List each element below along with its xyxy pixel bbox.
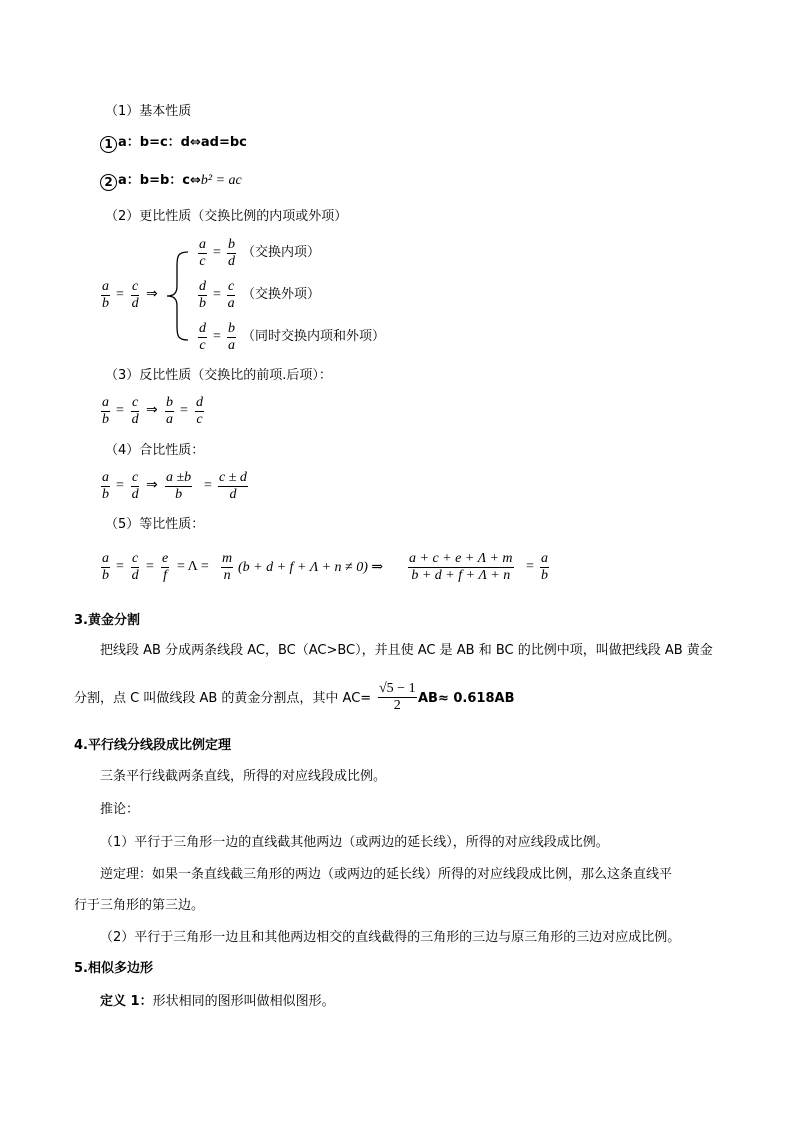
- combine-heading: （4）合比性质：: [105, 443, 205, 458]
- case3-eq: =: [213, 329, 221, 344]
- section-4-title: 4.平行线分线段成比例定理: [74, 738, 231, 753]
- parallel-para-2: 推论：: [100, 802, 140, 817]
- case1-eq: =: [213, 245, 221, 260]
- equal-ratio-frac-m-n: $\frac{m}{n}$: [222, 551, 233, 583]
- parallel-para-4b: 行于三角形的第三边。: [74, 898, 205, 913]
- similar-definition-1: [100, 993, 335, 1011]
- alternate-lhs-frac-1: $\frac{a}{b}$: [102, 279, 109, 311]
- combine-frac-2: $\frac{c}{d}$: [131, 470, 139, 502]
- circled-number-2: 2: [100, 174, 117, 191]
- golden-ratio-numerator: √5 − 1: [379, 681, 416, 696]
- combine-frac-4: $\frac{c \pm d}{d}$: [219, 470, 247, 502]
- parallel-para-5: （2）平行于三角形一边且和其他两边相交的直线截得的三角形的三边与原三角形的三边对应成比例。: [100, 930, 681, 945]
- case3-note: （同时交换内项和外项）: [242, 329, 386, 344]
- equal-ratio-eq-3: =: [526, 559, 534, 574]
- inverse-frac-2: $\frac{c}{d}$: [131, 395, 139, 427]
- case2-note: （交换外项）: [242, 287, 321, 302]
- equal-ratio-frac-e-f: $\frac{e}{f}$: [162, 551, 169, 583]
- alternate-lhs-frac-2: $\frac{c}{d}$: [131, 279, 139, 311]
- parallel-para-3: （1）平行于三角形一边的直线截其他两边（或两边的延长线），所得的对应线段成比例。: [100, 835, 609, 850]
- similar-definition-label: 定义 1：: [100, 994, 153, 1009]
- basic-item-2: [100, 172, 242, 191]
- equal-ratio-eq-2: =: [146, 559, 154, 574]
- section-5-title: 5.相似多边形: [74, 961, 153, 976]
- basic-heading: （1）基本性质: [105, 104, 192, 119]
- basic-item-2-text: a：b=b：c⇔: [118, 173, 201, 188]
- basic-item-1-text: a：b=c：d⇔ad=bc: [118, 135, 247, 150]
- combine-frac-1: $\frac{a}{b}$: [102, 470, 109, 502]
- alternate-lhs-arrow: ⇒: [146, 286, 158, 302]
- left-brace: [164, 250, 192, 342]
- circled-number-1: 1: [100, 136, 117, 153]
- combine-arrow: ⇒: [146, 477, 158, 493]
- equal-ratio-heading: （5）等比性质：: [105, 517, 205, 532]
- case1-frac-1: $\frac{a}{c}$: [199, 237, 206, 269]
- section-3-title: 3.黄金分割: [74, 613, 140, 628]
- basic-item-2-math: b² = ac: [200, 173, 242, 188]
- case3-frac-1: $\frac{d}{c}$: [199, 321, 206, 353]
- inverse-heading: （3）反比性质（交换比的前项.后项）：: [105, 368, 332, 383]
- equal-ratio-condition: (b + d + f + Λ + n ≠ 0) ⇒: [238, 560, 384, 575]
- equal-ratio-big-frac: $\frac{a + c + e + \Lambda + m}{b + d + f + \Lambda + n}$: [409, 551, 513, 583]
- parallel-para-4a: 逆定理：如果一条直线截三角形的两边（或两边的延长线）所得的对应线段成比例，那么这条直线平: [100, 867, 673, 882]
- case2-eq: =: [213, 287, 221, 302]
- case1-note: （交换内项）: [242, 245, 321, 260]
- equal-ratio-frac-result: $\frac{a}{b}$: [541, 551, 548, 583]
- alternate-heading: （2）更比性质（交换比例的内项或外项）: [105, 209, 348, 224]
- golden-para-2-suffix: AB≈ 0.618AB: [418, 691, 515, 706]
- parallel-para-1: 三条平行线截两条直线，所得的对应线段成比例。: [100, 769, 387, 784]
- equal-ratio-eq-1: =: [116, 559, 124, 574]
- golden-para-1: 把线段 AB 分成两条线段 AC，BC（AC>BC），并且使 AC 是 AB 和 BC 的比例中项，叫做把线段 AB 黄金: [100, 643, 713, 658]
- equal-ratio-frac-c-d: $\frac{c}{d}$: [131, 551, 139, 583]
- equal-ratio-frac-a-b: $\frac{a}{b}$: [102, 551, 109, 583]
- inverse-arrow: ⇒: [146, 402, 158, 418]
- case2-frac-1: $\frac{d}{b}$: [199, 279, 206, 311]
- inverse-frac-1: $\frac{a}{b}$: [102, 395, 109, 427]
- golden-para-2: 分割，点 C 叫做线段 AB 的黄金分割点，其中 AC=: [74, 691, 372, 706]
- similar-definition-text: 形状相同的图形叫做相似图形。: [152, 994, 335, 1009]
- inverse-eq-2: =: [180, 403, 188, 418]
- case3-frac-2: $\frac{b}{a}$: [228, 321, 235, 353]
- basic-item-1: [100, 134, 247, 153]
- combine-eq-1: =: [116, 478, 124, 493]
- inverse-frac-4: $\frac{d}{c}$: [196, 395, 203, 427]
- inverse-frac-3: $\frac{b}{a}$: [166, 395, 173, 427]
- inverse-eq-1: =: [116, 403, 124, 418]
- combine-frac-3: $\frac{a \pm b}{b}$: [166, 470, 192, 502]
- case2-frac-2: $\frac{c}{a}$: [227, 279, 235, 311]
- golden-ratio-frac: [378, 681, 417, 714]
- equal-ratio-dots: = Λ =: [177, 559, 209, 574]
- combine-eq-2: =: [204, 478, 212, 493]
- alternate-lhs-eq: =: [116, 287, 124, 302]
- golden-ratio-denominator: 2: [393, 698, 401, 713]
- case1-frac-2: $\frac{b}{d}$: [228, 237, 235, 269]
